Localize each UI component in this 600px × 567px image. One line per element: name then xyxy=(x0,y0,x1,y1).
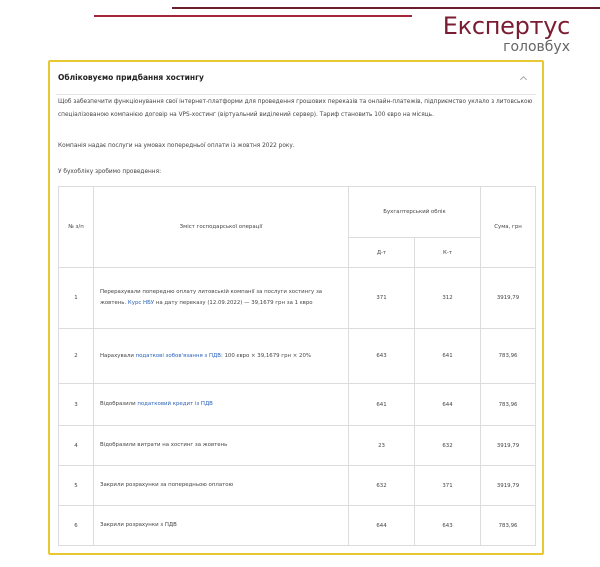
intro-paragraph: Щоб забезпечити функціонування свої інтернет-платформи для проведення грошових переказів та онлайн-платежів, підприємство уклало з литовською спеціалізованою компанією договір на VPS-хостинг (віртуальний виділений сервер). Тариф становить 100 євро на місяць. xyxy=(58,99,533,118)
table-row xyxy=(59,426,536,466)
row-debit: 632 xyxy=(349,466,415,506)
row-credit: 641 xyxy=(415,329,481,384)
top-rule-red xyxy=(94,15,412,17)
row-credit: 644 xyxy=(415,384,481,426)
operation-text: Перерахували попередню оплату литовській компанії за послуги хостингу за жовтень. xyxy=(100,289,323,306)
row-credit: 371 xyxy=(415,466,481,506)
row-credit: 643 xyxy=(415,506,481,546)
row-credit: 312 xyxy=(415,268,481,329)
row-num: 5 xyxy=(59,466,94,506)
row-debit: 644 xyxy=(349,506,415,546)
table-header-row xyxy=(59,187,536,238)
brand-logo xyxy=(443,13,570,55)
row-num: 4 xyxy=(59,426,94,466)
operation-text: Відобразили xyxy=(100,401,138,407)
row-debit: 643 xyxy=(349,329,415,384)
chevron-up-icon[interactable] xyxy=(519,74,528,83)
terms-paragraph: Компанія надає послуги на умовах попередньої оплати із жовтня 2022 року. xyxy=(58,143,295,149)
row-operation xyxy=(94,268,349,329)
table-row xyxy=(59,329,536,384)
row-sum: 783,96 xyxy=(481,384,536,426)
row-debit: 23 xyxy=(349,426,415,466)
entries-paragraph: У бухобліку зробимо проведення: xyxy=(58,169,162,175)
brand-subtitle: головбух xyxy=(503,39,570,55)
table-row xyxy=(59,506,536,546)
entries-table xyxy=(58,186,536,546)
row-sum: 3919,79 xyxy=(481,466,536,506)
row-sum: 3919,79 xyxy=(481,426,536,466)
accordion-header[interactable] xyxy=(56,70,536,92)
header-debit: Д-т xyxy=(349,238,415,268)
row-num: 6 xyxy=(59,506,94,546)
table-row xyxy=(59,384,536,426)
row-credit: 632 xyxy=(415,426,481,466)
row-sum: 783,96 xyxy=(481,506,536,546)
row-operation: Закрили розрахунки за попередньою оплатою xyxy=(94,466,349,506)
row-num: 1 xyxy=(59,268,94,329)
row-operation: Закрили розрахунки з ПДВ xyxy=(94,506,349,546)
operation-text-tail: : 100 євро × 39,1679 грн × 20% xyxy=(220,352,311,359)
header-sum: Сума, грн xyxy=(481,187,536,268)
row-num: 3 xyxy=(59,384,94,426)
vat-liability-link[interactable]: податкові зобов'язання з ПДВ xyxy=(135,352,221,359)
row-operation: Відобразили витрати на хостинг за жовтень xyxy=(94,426,349,466)
operation-text-tail: на дату переказу (12.09.2022) — 39,1679 грн за 1 євро xyxy=(154,300,313,306)
top-rule-dark xyxy=(172,7,600,9)
row-operation xyxy=(94,384,349,426)
vat-credit-link[interactable]: податковий кредит із ПДВ xyxy=(137,401,213,407)
table-row xyxy=(59,268,536,329)
accordion-title: Обліковуємо придбання хостингу xyxy=(58,73,204,82)
header-divider xyxy=(56,94,536,95)
row-operation xyxy=(94,329,349,384)
accordion-card xyxy=(48,60,544,555)
row-num: 2 xyxy=(59,329,94,384)
brand-name: Експертус xyxy=(442,12,570,40)
operation-text: Нарахували xyxy=(100,352,136,359)
nbu-rate-link[interactable]: Курс НБУ xyxy=(127,300,155,306)
row-debit: 641 xyxy=(349,384,415,426)
header-operation: Зміст господарської операції xyxy=(94,187,349,268)
table-row xyxy=(59,466,536,506)
row-sum: 783,96 xyxy=(481,329,536,384)
header-accounting: Бухгалтерський облік xyxy=(349,187,481,238)
header-credit: К-т xyxy=(415,238,481,268)
row-sum: 3919,79 xyxy=(481,268,536,329)
row-debit: 371 xyxy=(349,268,415,329)
header-num: № з/п xyxy=(59,187,94,268)
